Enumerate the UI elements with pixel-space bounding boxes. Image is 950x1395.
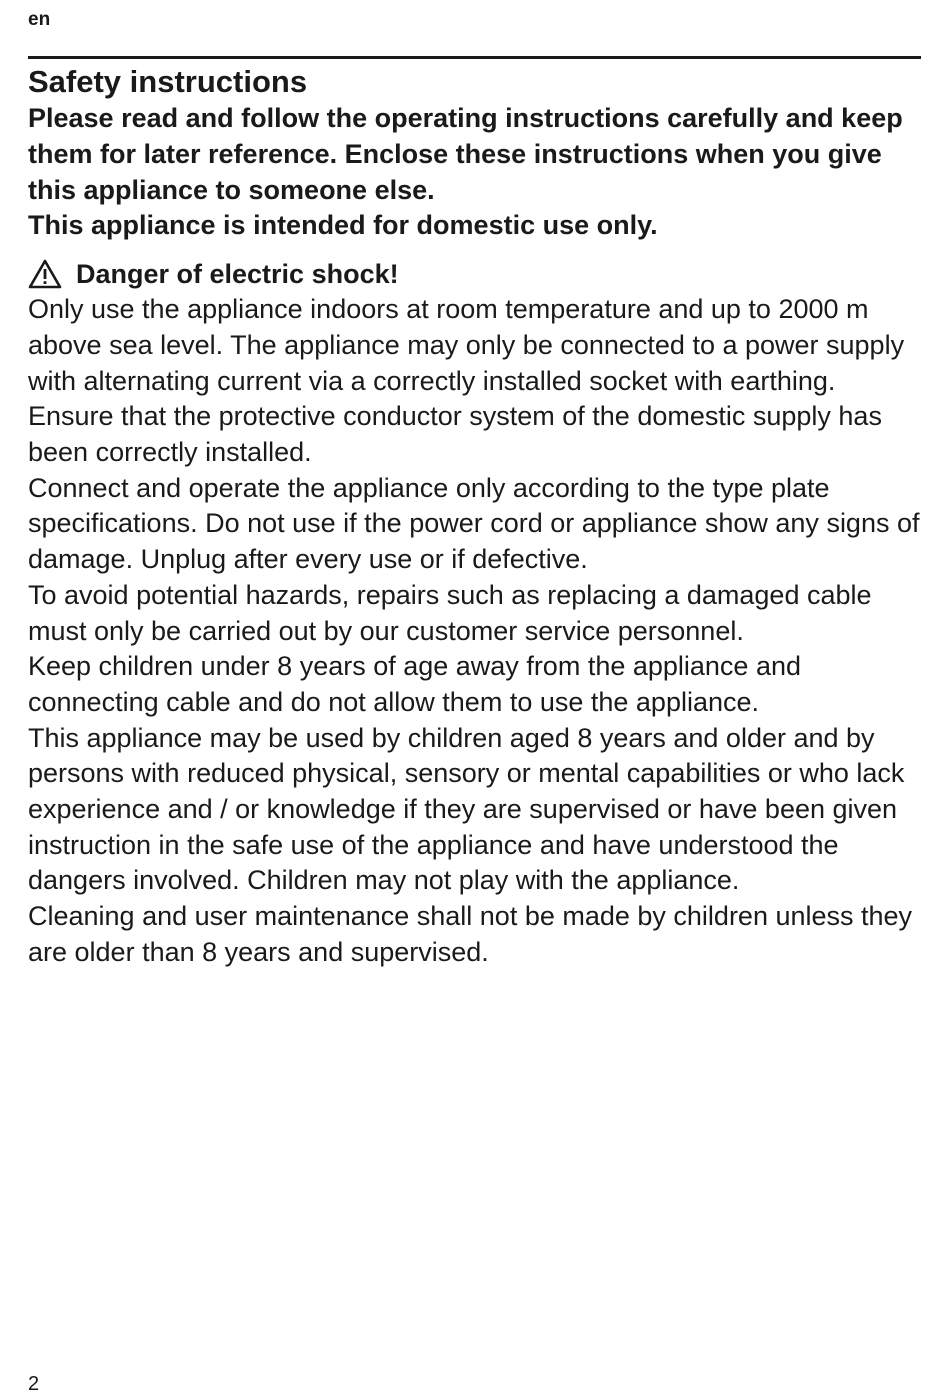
- safety-paragraph: Only use the appliance indoors at room temperature and up to 2000 m above sea level. The appliance may only be connected to a power supply with alternating current via a correctly installed socket with earthing. Ensure that the protective conductor system of the domestic supply has been correctly installed.: [28, 294, 905, 467]
- intro-paragraph: Please read and follow the operating instructions carefully and keep them for later reference. Enclose these instructions when you give this appliance to someone else.: [28, 103, 903, 205]
- page-number: 2: [28, 1373, 40, 1395]
- language-code: en: [28, 9, 51, 30]
- safety-paragraph: Keep children under 8 years of age away from the appliance and connecting cable and do not allow them to use the appliance.: [28, 651, 801, 717]
- intro-paragraph: This appliance is intended for domestic use only.: [28, 210, 658, 241]
- warning-heading-row: [28, 256, 923, 292]
- safety-paragraph: Cleaning and user maintenance shall not be made by children unless they are older than 8 years and supervised.: [28, 901, 913, 967]
- warning-triangle-icon: [28, 259, 62, 289]
- safety-paragraph: This appliance may be used by children aged 8 years and older and by persons with reduced physical, sensory or mental capabilities or who lack experience and / or knowledge if they are supervised or have been given instruction in the safe use of the appliance and have understood the dangers involved. Children may not play with the appliance.: [28, 722, 905, 896]
- warning-heading: Danger of electric shock!: [76, 258, 399, 289]
- section-title: Safety instructions: [28, 64, 308, 99]
- safety-paragraph: Connect and operate the appliance only according to the type plate specifications. Do not use if the power cord or appliance show any signs of damage. Unplug after every use or if defective.: [28, 472, 920, 575]
- safety-paragraphs: [28, 292, 923, 970]
- safety-section: [28, 63, 923, 971]
- safety-paragraph: To avoid potential hazards, repairs such as replacing a damaged cable must only be carried out by our customer service personnel.: [28, 579, 872, 646]
- header-divider: [28, 56, 921, 59]
- intro-block: [28, 101, 923, 244]
